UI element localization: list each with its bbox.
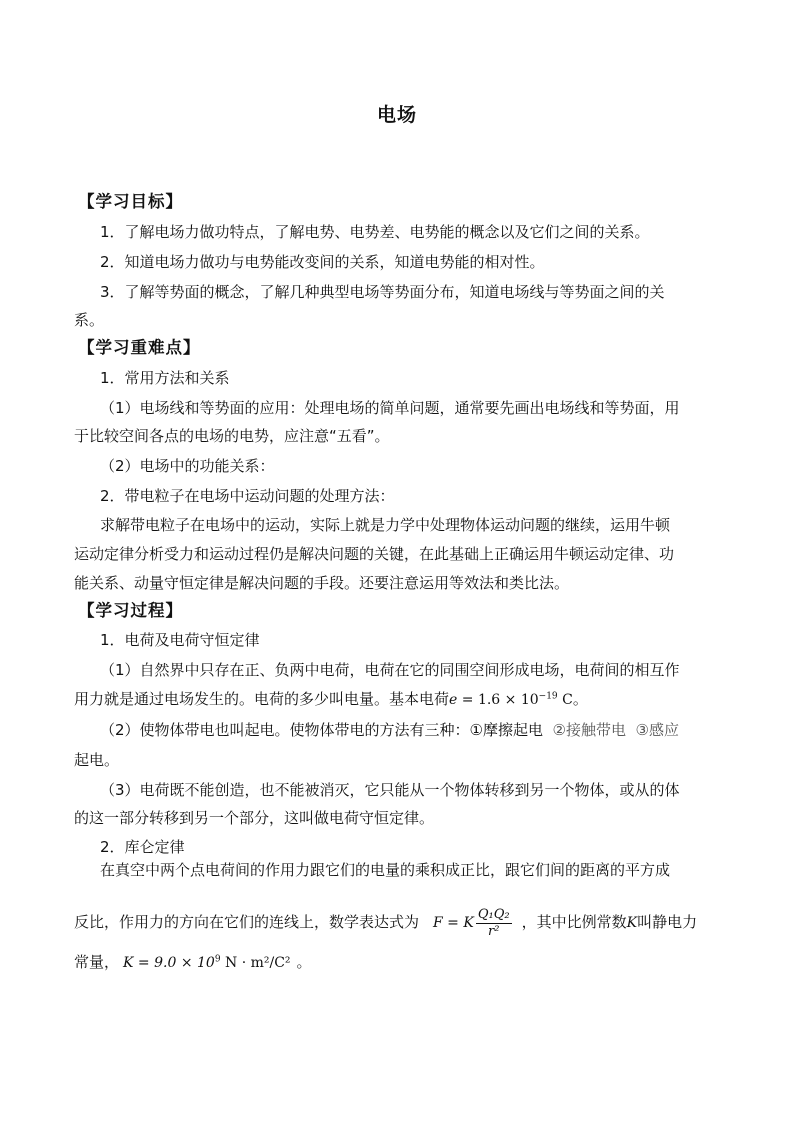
key-point-1-1-line2: 于比较空间各点的电场的电势，应注意“五看”。 — [74, 427, 390, 445]
coulomb-law-line2 — [74, 902, 697, 943]
coulomb-law-text-2: ，其中比例常数 — [521, 913, 627, 931]
key-point-1-2: （2）电场中的功能关系： — [100, 457, 275, 475]
constant-formula — [123, 955, 291, 971]
page-title: 电场 — [376, 104, 417, 126]
process-1-2-line2: 起电。 — [74, 751, 120, 769]
constant-label: 常量， — [74, 953, 120, 971]
charge-value: = 1.6 × 10 — [457, 692, 539, 708]
coulomb-constant-line — [74, 952, 312, 973]
constant-value: K = 9.0 × 10 — [123, 955, 215, 971]
method-contact: ②接触带电 — [552, 721, 626, 739]
process-1-1-end: 。 — [572, 690, 588, 708]
charge-unit: C — [557, 692, 573, 708]
constant-exponent: 9 — [214, 954, 221, 965]
method-induction: ③感应 — [635, 721, 679, 739]
elementary-charge-formula — [449, 692, 573, 708]
coulomb-formula — [433, 906, 512, 939]
process-2: 2．库仑定律 — [100, 838, 185, 856]
process-1-3-line2: 的这一部分转移到另一个部分，这叫做电荷守恒定律。 — [74, 809, 435, 827]
objective-item-1: 1．了解电场力做功特点，了解电势、电势差、电势能的概念以及它们之间的关系。 — [100, 223, 650, 241]
coulomb-law-text-3: 叫静电力 — [637, 913, 698, 931]
charge-symbol: e — [449, 692, 458, 708]
constant-symbol: K — [626, 915, 638, 931]
objective-item-3: 3．了解等势面的概念，了解几种典型电场等势面分布，知道电场线与等势面之间的关 — [100, 283, 665, 301]
constant-end: 。 — [296, 953, 312, 971]
objective-item-2: 2．知道电场力做功与电势能改变间的关系，知道电势能的相对性。 — [100, 253, 545, 271]
key-point-2-body-line2: 运动定律分析受力和运动过程仍是解决问题的关键，在此基础上正确运用牛顿运动定律、功 — [74, 545, 675, 563]
section-heading-key-points: 【学习重难点】 — [78, 338, 201, 357]
section-heading-process: 【学习过程】 — [78, 601, 183, 620]
formula-lhs: F = K — [433, 915, 474, 931]
key-point-1-1-line1: （1）电场线和等势面的应用：处理电场的简单问题，通常要先画出电场线和等势面，用 — [100, 399, 680, 417]
key-point-2: 2．带电粒子在电场中运动问题的处理方法： — [100, 487, 395, 505]
charge-exponent: −19 — [538, 691, 558, 702]
process-1-1-text: 用力就是通过电场发生的。电荷的多少叫电量。基本电荷 — [74, 690, 450, 708]
key-point-1: 1．常用方法和关系 — [100, 369, 230, 387]
objective-item-3-continued: 系。 — [74, 311, 105, 329]
process-1-1-line1: （1）自然界中只存在正、负两中电荷，电荷在它的同围空间形成电场，电荷间的相互作 — [100, 661, 680, 679]
process-1: 1．电荷及电荷守恒定律 — [100, 631, 260, 649]
formula-denominator: r² — [487, 923, 500, 939]
constant-unit: N · m²/C² — [220, 955, 291, 971]
coulomb-law-text: 反比，作用力的方向在它们的连线上，数学表达式为 — [74, 913, 420, 931]
process-1-3-line1: （3）电荷既不能创造，也不能被消灭，它只能从一个物体转移到另一个物体，或从的体 — [100, 781, 680, 799]
formula-fraction — [476, 907, 512, 940]
process-1-1-line2 — [74, 689, 588, 710]
key-point-2-body-line3: 能关系、动量守恒定律是解决问题的手段。还要注意运用等效法和类比法。 — [74, 574, 570, 592]
formula-numerator: Q₁Q₂ — [477, 906, 510, 922]
coulomb-law-line1: 在真空中两个点电荷间的作用力跟它们的电量的乘积成正比，跟它们间的距离的平方成 — [100, 861, 671, 879]
key-point-2-body-line1: 求解带电粒子在电场中的运动，实际上就是力学中处理物体运动问题的继续，运用牛顿 — [100, 516, 671, 534]
process-1-2-line1 — [100, 720, 679, 740]
section-heading-objectives: 【学习目标】 — [78, 192, 183, 211]
method-friction: （2）使物体带电也叫起电。使物体带电的方法有三种：①摩擦起电 — [100, 721, 543, 739]
